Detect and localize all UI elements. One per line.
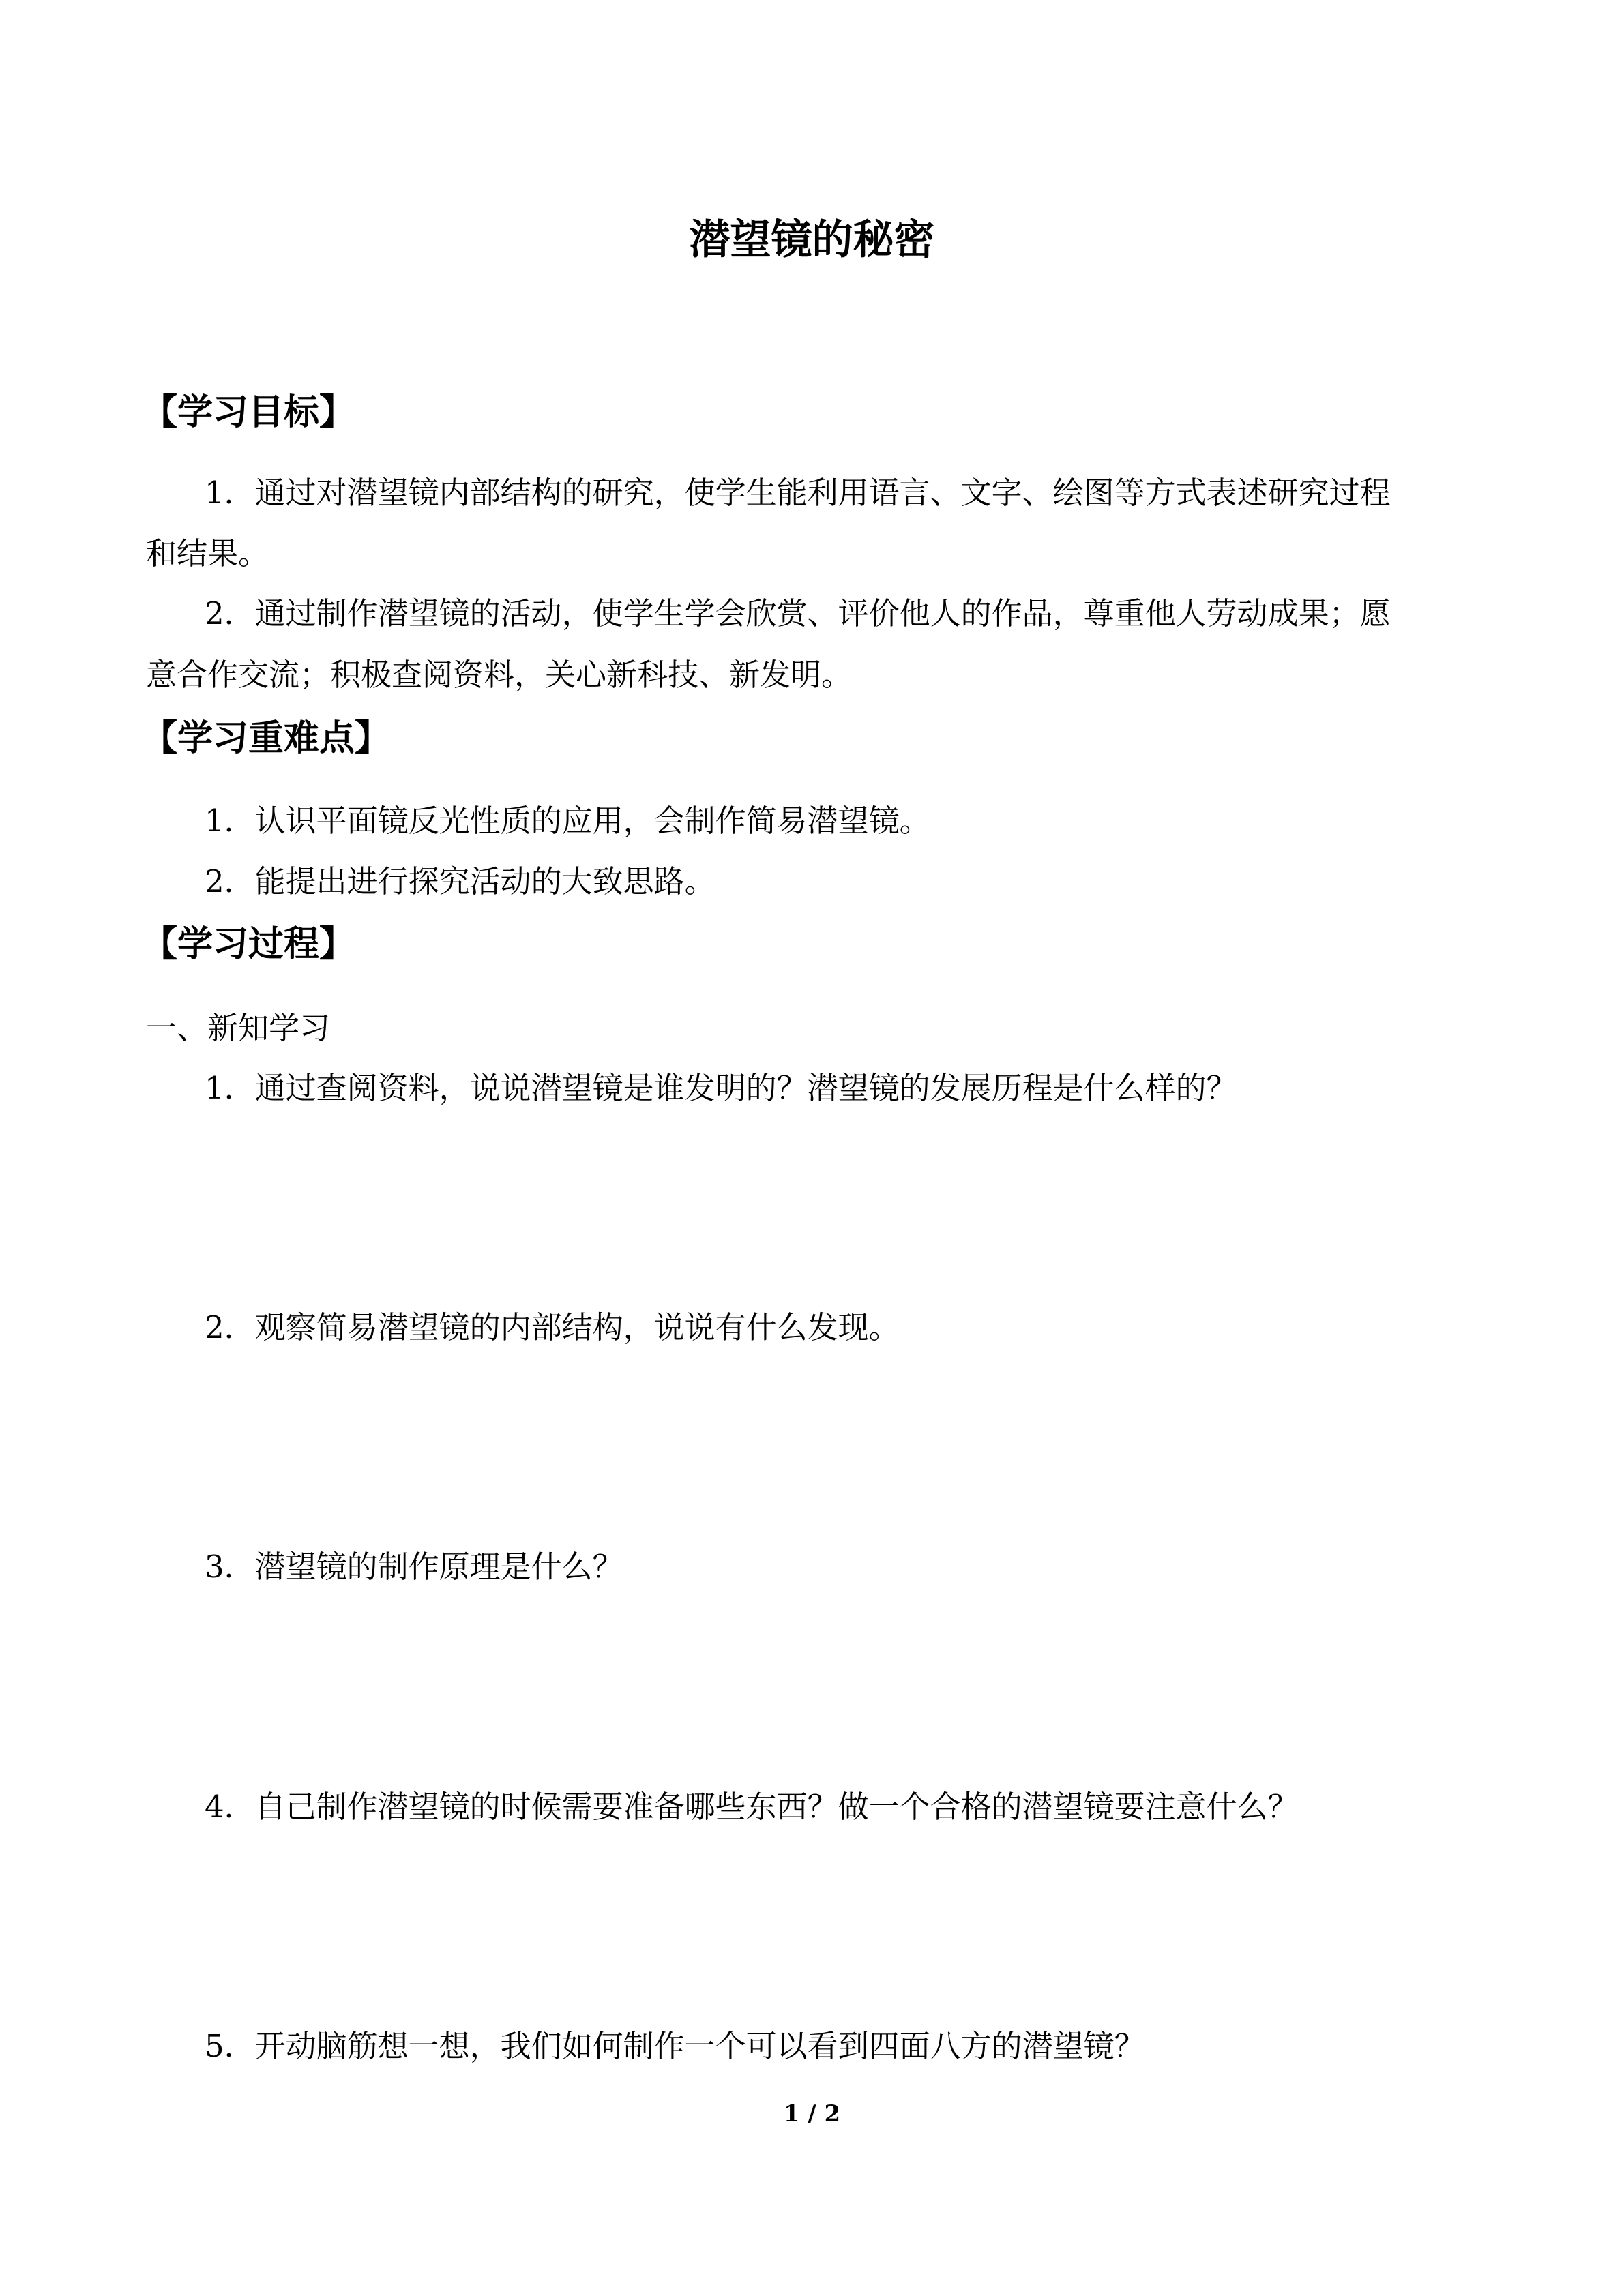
objective-1-line-2: 和结果。 [146,535,269,571]
page-title: 潜望镜的秘密 [689,216,935,264]
objective-2-line-1: 2．通过制作潜望镜的活动，使学生学会欣赏、评价他人的作品，尊重他人劳动成果；愿 [205,595,1391,631]
question-3: 3．潜望镜的制作原理是什么？ [205,1549,623,1585]
objective-2-line-2: 意合作交流；积极查阅资料，关心新科技、新发明。 [146,657,853,693]
question-1: 1．通过查阅资料，说说潜望镜是谁发明的？潜望镜的发展历程是什么样的？ [205,1070,1237,1106]
section-heading-key-points: 【学习重难点】 [142,718,391,759]
question-4: 4．自己制作潜望镜的时候需要准备哪些东西？做一个合格的潜望镜要注意什么？ [205,1789,1299,1825]
objective-1-line-1: 1．通过对潜望镜内部结构的研究，使学生能利用语言、文字、绘图等方式表述研究过程 [205,475,1391,511]
key-point-1: 1．认识平面镜反光性质的应用，会制作简易潜望镜。 [205,803,930,839]
process-subheading: 一、新知学习 [146,1010,331,1046]
page-number: 1 / 2 [783,2100,841,2128]
key-point-2: 2．能提出进行探究活动的大致思路。 [205,863,715,899]
question-5: 5．开动脑筋想一想，我们如何制作一个可以看到四面八方的潜望镜？ [205,2028,1145,2064]
question-2: 2．观察简易潜望镜的内部结构，说说有什么发现。 [205,1309,900,1345]
section-heading-process: 【学习过程】 [142,924,355,965]
section-heading-objectives: 【学习目标】 [142,392,355,433]
